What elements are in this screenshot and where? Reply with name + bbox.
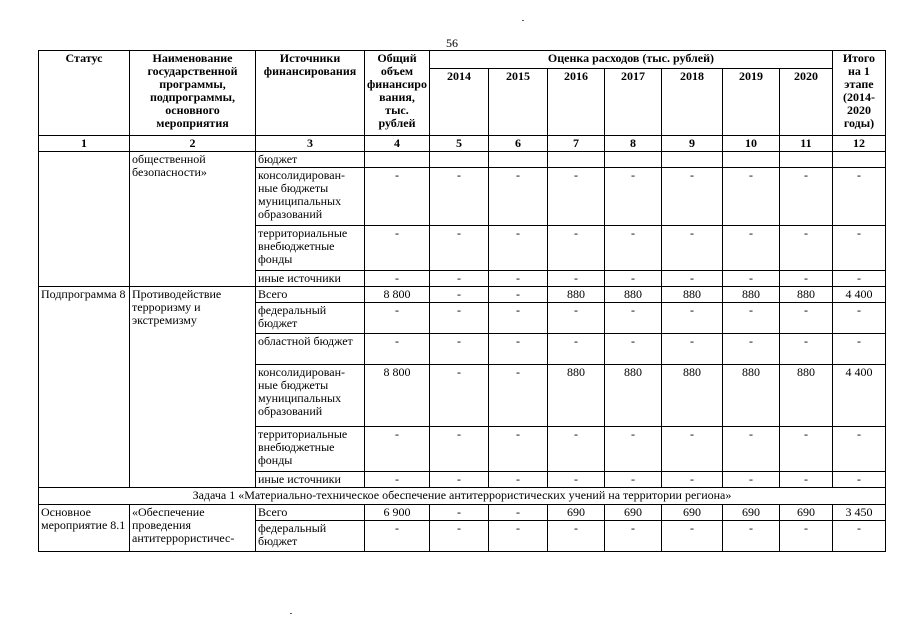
header-year: 2019 (722, 69, 779, 136)
year-value-cell: - (779, 521, 832, 552)
column-number: 7 (547, 136, 604, 152)
header-year: 2014 (429, 69, 488, 136)
source-cell: федеральный бюджет (256, 303, 365, 334)
year-value-cell: 880 (547, 287, 604, 303)
year-value-cell: 880 (722, 287, 779, 303)
table-row (39, 287, 886, 303)
year-value-cell: - (547, 334, 604, 365)
header-estimate: Оценка расходов (тыс. рублей) (429, 51, 832, 69)
table-row (39, 505, 886, 521)
header-sources: Источники финансирования (256, 51, 365, 136)
stage-total-cell: - (832, 521, 885, 552)
source-cell: бюджет (256, 152, 365, 168)
year-value-cell: - (488, 334, 547, 365)
budget-table (38, 50, 886, 552)
stage-total-cell: - (832, 271, 885, 287)
year-value-cell: - (488, 365, 547, 427)
year-value-cell: - (722, 427, 779, 472)
header-stage-total: Итого на 1 этапе (2014-2020 годы) (832, 51, 885, 136)
column-number: 1 (39, 136, 130, 152)
year-value-cell: - (661, 226, 722, 271)
header-year: 2018 (661, 69, 722, 136)
source-cell: консолидирован-ные бюджеты муниципальных образований (256, 365, 365, 427)
column-number: 6 (488, 136, 547, 152)
year-value-cell (779, 152, 832, 168)
year-value-cell (429, 152, 488, 168)
year-value-cell: - (722, 303, 779, 334)
task-title: Задача 1 «Материально-техническое обеспечение антитеррористических учений на территории региона» (39, 488, 886, 505)
stage-total-cell: - (832, 427, 885, 472)
column-number: 10 (722, 136, 779, 152)
year-value-cell: - (429, 287, 488, 303)
year-value-cell: - (722, 271, 779, 287)
year-value-cell: - (429, 472, 488, 488)
column-number: 11 (779, 136, 832, 152)
program-name-cell: общественной безопасности» (130, 152, 256, 287)
year-value-cell: - (488, 226, 547, 271)
year-value-cell (722, 152, 779, 168)
year-value-cell: 690 (779, 505, 832, 521)
program-name-cell: Противодействие терроризму и экстремизму (130, 287, 256, 488)
year-value-cell: 880 (604, 287, 661, 303)
year-value-cell: 880 (661, 287, 722, 303)
year-value-cell: 880 (604, 365, 661, 427)
header-year: 2020 (779, 69, 832, 136)
year-value-cell (547, 152, 604, 168)
source-cell: Всего (256, 505, 365, 521)
total-cell: - (365, 271, 430, 287)
year-value-cell: - (779, 168, 832, 226)
year-value-cell: - (604, 427, 661, 472)
year-value-cell: - (661, 271, 722, 287)
year-value-cell: - (547, 472, 604, 488)
year-value-cell: - (722, 226, 779, 271)
stage-total-cell: - (832, 472, 885, 488)
stage-total-cell: - (832, 334, 885, 365)
year-value-cell: - (429, 271, 488, 287)
total-cell (365, 152, 430, 168)
total-cell: - (365, 226, 430, 271)
year-value-cell: - (604, 472, 661, 488)
year-value-cell (488, 152, 547, 168)
total-cell: - (365, 168, 430, 226)
year-value-cell: 880 (779, 365, 832, 427)
source-cell: территориальные внебюджетные фонды (256, 226, 365, 271)
total-cell: 8 800 (365, 365, 430, 427)
year-value-cell: - (722, 334, 779, 365)
total-cell: 8 800 (365, 287, 430, 303)
year-value-cell (604, 152, 661, 168)
source-cell: федеральный бюджет (256, 521, 365, 552)
year-value-cell: - (779, 472, 832, 488)
year-value-cell: - (488, 271, 547, 287)
stage-total-cell: 4 400 (832, 287, 885, 303)
source-cell: Всего (256, 287, 365, 303)
program-name-cell: «Обеспечение проведения антитеррористичес- (130, 505, 256, 552)
year-value-cell: - (429, 427, 488, 472)
year-value-cell: - (661, 427, 722, 472)
year-value-cell: - (722, 472, 779, 488)
column-number: 12 (832, 136, 885, 152)
year-value-cell: - (488, 168, 547, 226)
year-value-cell: - (779, 303, 832, 334)
year-value-cell: - (429, 505, 488, 521)
year-value-cell: - (604, 271, 661, 287)
year-value-cell: - (661, 168, 722, 226)
year-value-cell: 880 (779, 287, 832, 303)
year-value-cell: 690 (661, 505, 722, 521)
budget-table-container (38, 50, 886, 552)
year-value-cell: - (604, 168, 661, 226)
total-cell: - (365, 334, 430, 365)
year-value-cell: - (429, 334, 488, 365)
year-value-cell: - (488, 427, 547, 472)
year-value-cell: 690 (547, 505, 604, 521)
year-value-cell: - (604, 226, 661, 271)
header-year: 2016 (547, 69, 604, 136)
year-value-cell: - (604, 303, 661, 334)
stage-total-cell: 4 400 (832, 365, 885, 427)
year-value-cell: - (604, 521, 661, 552)
year-value-cell: - (488, 287, 547, 303)
status-cell (39, 152, 130, 287)
year-value-cell: - (661, 521, 722, 552)
source-cell: областной бюджет (256, 334, 365, 365)
source-cell: консолидирован-ные бюджеты муниципальных образований (256, 168, 365, 226)
header-status: Статус (39, 51, 130, 136)
year-value-cell: - (488, 472, 547, 488)
column-numbers-row (39, 136, 886, 152)
source-cell: иные источники (256, 271, 365, 287)
table-row (39, 152, 886, 168)
total-cell: - (365, 521, 430, 552)
year-value-cell: - (547, 271, 604, 287)
header-year: 2017 (604, 69, 661, 136)
year-value-cell: 880 (547, 365, 604, 427)
stage-total-cell: - (832, 303, 885, 334)
year-value-cell: - (779, 427, 832, 472)
stage-total-cell (832, 152, 885, 168)
scan-speck (522, 20, 524, 21)
year-value-cell: 690 (604, 505, 661, 521)
year-value-cell: - (779, 226, 832, 271)
year-value-cell: - (547, 303, 604, 334)
year-value-cell: - (488, 505, 547, 521)
column-number: 8 (604, 136, 661, 152)
page-number: 56 (446, 36, 458, 50)
source-cell: территориальные внебюджетные фонды (256, 427, 365, 472)
stage-total-cell: - (832, 226, 885, 271)
status-cell: Подпрограмма 8 (39, 287, 130, 488)
year-value-cell: - (429, 303, 488, 334)
source-cell: иные источники (256, 472, 365, 488)
year-value-cell: - (661, 472, 722, 488)
year-value-cell: - (488, 521, 547, 552)
year-value-cell: - (547, 226, 604, 271)
year-value-cell (661, 152, 722, 168)
year-value-cell: - (429, 226, 488, 271)
task-row (39, 488, 886, 505)
stage-total-cell: - (832, 168, 885, 226)
year-value-cell: - (722, 168, 779, 226)
year-value-cell: - (547, 168, 604, 226)
scan-speck (290, 613, 292, 614)
year-value-cell: - (429, 365, 488, 427)
header-total: Общий объем финансиро вания, тыс. рублей (365, 51, 430, 136)
total-cell: - (365, 427, 430, 472)
total-cell: - (365, 303, 430, 334)
column-number: 3 (256, 136, 365, 152)
year-value-cell: - (661, 303, 722, 334)
year-value-cell: - (488, 303, 547, 334)
stage-total-cell: 3 450 (832, 505, 885, 521)
year-value-cell: 880 (661, 365, 722, 427)
total-cell: - (365, 472, 430, 488)
header-program-name: Наименование государственной программы, подпрограммы, основного мероприятия (130, 51, 256, 136)
year-value-cell: - (429, 521, 488, 552)
year-value-cell: - (661, 334, 722, 365)
year-value-cell: - (779, 334, 832, 365)
year-value-cell: - (779, 271, 832, 287)
year-value-cell: - (547, 427, 604, 472)
year-value-cell: - (547, 521, 604, 552)
year-value-cell: 690 (722, 505, 779, 521)
year-value-cell: 880 (722, 365, 779, 427)
year-value-cell: - (429, 168, 488, 226)
column-number: 5 (429, 136, 488, 152)
year-value-cell: - (604, 334, 661, 365)
header-row-1 (39, 51, 886, 69)
column-number: 4 (365, 136, 430, 152)
column-number: 2 (130, 136, 256, 152)
column-number: 9 (661, 136, 722, 152)
status-cell: Основное мероприятие 8.1 (39, 505, 130, 552)
header-year: 2015 (488, 69, 547, 136)
total-cell: 6 900 (365, 505, 430, 521)
year-value-cell: - (722, 521, 779, 552)
